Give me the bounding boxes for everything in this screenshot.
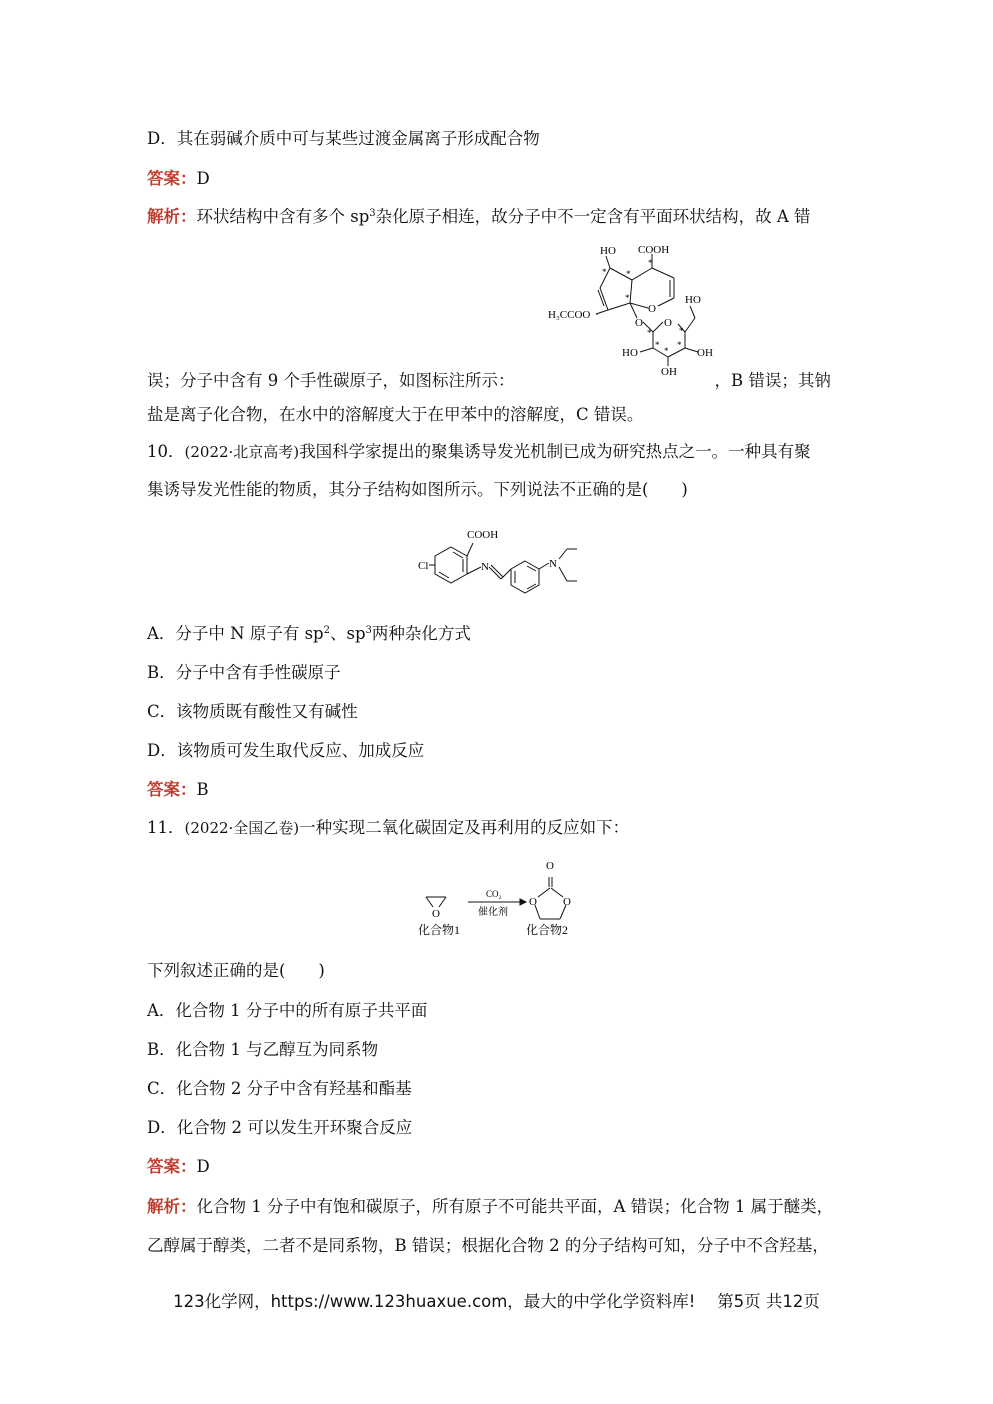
q11-stem: 11．(2022·全国乙卷)一种实现二氧化碳固定及再利用的反应如下： — [147, 818, 630, 837]
answer-label: 答案： — [147, 780, 197, 799]
cl-label: Cl — [418, 560, 429, 572]
analysis-label: 解析： — [147, 1197, 197, 1216]
cooh-label: COOH — [467, 529, 499, 541]
q10-stem-line1: 10．(2022·北京高考)我国科学家提出的聚集诱导发光机制已成为研究热点之一。一种具有聚 — [147, 442, 811, 461]
q11-reaction — [410, 855, 600, 945]
catalyst-label: 催化剂 — [478, 907, 508, 918]
q9-analysis-line2: 误；分子中含有 9 个手性碳原子，如图标注所示： ，B 错误；其钠 — [147, 371, 831, 390]
q10-stem-line2: 集诱导发光性能的物质，其分子结构如图所示。下列说法不正确的是( ) — [147, 480, 688, 499]
answer-label: 答案： — [147, 169, 197, 188]
chiral-star: * — [648, 258, 653, 268]
chiral-star: * — [625, 293, 630, 303]
compound2-label: 化合物2 — [526, 923, 569, 937]
answer-value: B — [196, 780, 209, 799]
q10-option-a: A．分子中 N 原子有 $sp^2$、$sp^3$两种杂化方式 — [147, 624, 471, 643]
q10-structure — [415, 525, 595, 600]
answer-value: D — [196, 1157, 210, 1176]
q10-answer — [147, 779, 209, 801]
epoxide-o-label: O — [432, 908, 440, 920]
analysis-label: 解析： — [147, 207, 197, 226]
n-amine-label: N — [549, 558, 557, 570]
q9-analysis-line1: 解析：环状结构中含有多个 $sp^3$杂化原子相连，故分子中不一定含有平面环状结构，故 A 错 — [147, 207, 811, 226]
q11-analysis-line2: 乙醇属于醇类，二者不是同系物，B 错误；根据化合物 2 的分子结构可知，分子中不含羟基， — [147, 1236, 829, 1255]
q10-option-d: D．该物质可发生取代反应、加成反应 — [147, 741, 425, 760]
q11-option-c: C．化合物 2 分子中含有羟基和酯基 — [147, 1079, 412, 1098]
oh-bottom-label: OH — [661, 366, 677, 378]
o-sugar-label: O — [664, 317, 672, 329]
q11-answer — [147, 1156, 210, 1178]
ho-ch2-label: HO — [685, 294, 701, 306]
page-footer: 123化学网，https://www.123huaxue.com，最大的中学化学资料库! 第5页 共12页 — [173, 1292, 820, 1311]
chiral-star: * — [647, 328, 652, 338]
answer-value: D — [196, 169, 210, 188]
q11-option-b: B．化合物 1 与乙醇互为同系物 — [147, 1040, 379, 1059]
ho-label: HO — [600, 245, 616, 257]
ring-o-left-label: O — [529, 896, 537, 908]
n-imine-label: N — [481, 561, 489, 573]
compound1-label: 化合物1 — [418, 923, 461, 937]
ester-label: H₃CCOO — [548, 309, 591, 321]
answer-label: 答案： — [147, 1157, 197, 1176]
chiral-star: * — [655, 340, 660, 350]
q10-option-b: B．分子中含有手性碳原子 — [147, 663, 341, 682]
q9-structure — [540, 240, 740, 380]
chiral-star: * — [677, 340, 682, 350]
chiral-star: * — [664, 346, 669, 356]
oh-br-label: OH — [697, 347, 713, 359]
q11-option-a: A．化合物 1 分子中的所有原子共平面 — [147, 1001, 428, 1020]
chiral-star: * — [626, 269, 631, 279]
q9-answer — [147, 168, 210, 190]
q11-analysis-line1: 解析：化合物 1 分子中有饱和碳原子，所有原子不可能共平面，A 错误；化合物 1 属于醚类， — [147, 1197, 834, 1216]
carbonyl-o-label: O — [546, 860, 554, 872]
chiral-star: * — [679, 326, 684, 336]
q10-option-c: C．该物质既有酸性又有碱性 — [147, 702, 358, 721]
o-link-label: O — [635, 317, 643, 329]
q9-option-d: D．其在弱碱介质中可与某些过渡金属离子形成配合物 — [147, 129, 540, 148]
q11-option-d: D．化合物 2 可以发生开环聚合反应 — [147, 1118, 413, 1137]
chiral-star: * — [602, 267, 607, 277]
reagent-label: CO₂ — [486, 889, 502, 899]
ring-o-right-label: O — [563, 896, 571, 908]
cooh-label: COOH — [638, 244, 670, 256]
q11-question: 下列叙述正确的是( ) — [147, 961, 325, 980]
q9-analysis-line3: 盐是离子化合物，在水中的溶解度大于在甲苯中的溶解度，C 错误。 — [147, 405, 644, 424]
o-ring-label: O — [648, 303, 656, 315]
ho-bl-label: HO — [622, 347, 638, 359]
